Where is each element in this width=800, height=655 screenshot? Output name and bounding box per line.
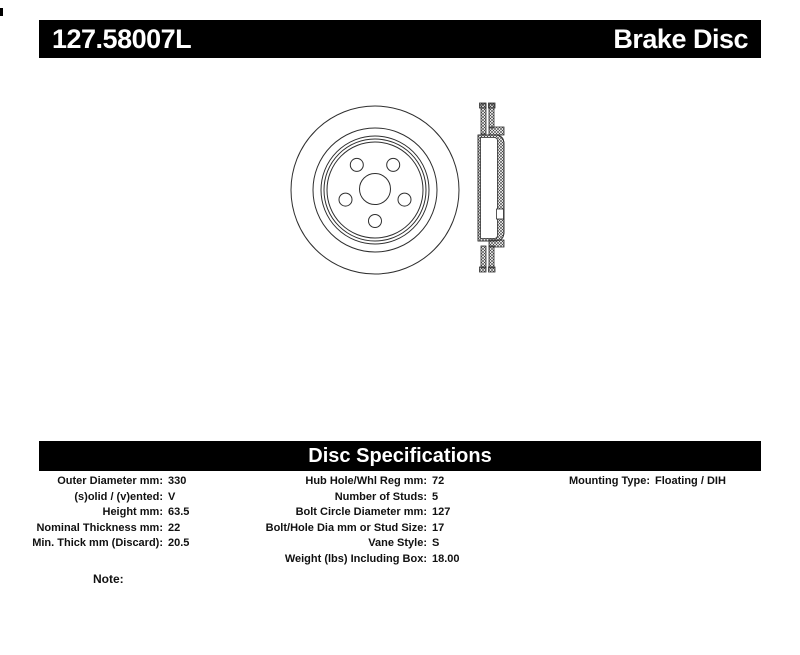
hub-stem-cap bbox=[480, 267, 487, 272]
hub-stem-foot bbox=[489, 127, 504, 135]
spec-row bbox=[30, 474, 189, 490]
spec-value: 63.5 bbox=[168, 506, 190, 519]
hub-stem bbox=[481, 246, 486, 268]
spec-value: 22 bbox=[168, 521, 181, 534]
scan-artifact bbox=[0, 8, 3, 16]
spec-label: Number of Studs: bbox=[334, 490, 427, 503]
spec-value: 20.5 bbox=[168, 537, 190, 550]
spec-label: Outer Diameter mm: bbox=[57, 475, 163, 487]
spec-column-left bbox=[30, 474, 189, 552]
spec-row bbox=[505, 474, 726, 490]
spec-row bbox=[255, 474, 460, 490]
stud-hole bbox=[350, 158, 363, 171]
spec-label: Height mm: bbox=[102, 506, 163, 519]
spec-section-title: Disc Specifications bbox=[308, 444, 492, 467]
spec-label: Hub Hole/Whl Reg mm: bbox=[305, 475, 427, 487]
hub-stem-cap bbox=[489, 267, 496, 272]
disc-hat-circle-mid bbox=[324, 139, 426, 241]
spec-section-header bbox=[39, 441, 761, 471]
header-bar bbox=[39, 20, 761, 58]
product-title: Brake Disc bbox=[613, 23, 748, 54]
spec-label: Vane Style: bbox=[368, 537, 427, 550]
spec-value: 18.00 bbox=[432, 552, 460, 565]
disc-braking-surface-inner-edge bbox=[313, 128, 437, 252]
spec-value: 5 bbox=[432, 490, 439, 503]
hub-stem bbox=[481, 104, 486, 134]
spec-row bbox=[255, 552, 460, 568]
spec-label: Nominal Thickness mm: bbox=[36, 521, 163, 534]
brake-disc-technical-drawing bbox=[270, 95, 520, 285]
spec-column-middle bbox=[255, 474, 460, 568]
spec-label: Mounting Type: bbox=[568, 475, 650, 487]
stud-hole bbox=[387, 158, 400, 171]
spec-value: 17 bbox=[432, 521, 445, 534]
spec-value: S bbox=[432, 537, 440, 550]
spec-column-right bbox=[505, 474, 726, 490]
spec-row bbox=[255, 490, 460, 506]
stud-hole bbox=[398, 193, 411, 206]
spec-label: Bolt/Hole Dia mm or Stud Size: bbox=[265, 521, 427, 534]
spec-value: V bbox=[168, 490, 176, 503]
spec-label: Weight (lbs) Including Box: bbox=[284, 552, 427, 565]
hub-stem bbox=[489, 104, 494, 128]
stud-hole bbox=[369, 215, 382, 228]
spec-value: 127 bbox=[432, 506, 451, 519]
section-notch bbox=[497, 209, 504, 219]
disc-outer-edge bbox=[291, 106, 459, 274]
spec-label: Min. Thick mm (Discard): bbox=[32, 537, 163, 550]
spec-value: 72 bbox=[432, 475, 445, 487]
note-label: Note: bbox=[93, 572, 124, 586]
spec-row bbox=[30, 505, 189, 521]
spec-label: (s)olid / (v)ented: bbox=[74, 490, 163, 503]
stud-hole bbox=[339, 193, 352, 206]
disc-hat-circle-inner bbox=[327, 142, 423, 238]
spec-row bbox=[30, 521, 189, 537]
part-number: 127.58007L bbox=[52, 23, 192, 54]
spec-row bbox=[255, 505, 460, 521]
spec-label: Bolt Circle Diameter mm: bbox=[295, 506, 427, 519]
spec-row bbox=[30, 536, 189, 552]
hub-stem bbox=[489, 246, 494, 268]
disc-front-view bbox=[291, 106, 459, 274]
spec-value: Floating / DIH bbox=[655, 475, 726, 487]
spec-row bbox=[255, 536, 460, 552]
spec-row bbox=[255, 521, 460, 537]
spec-row bbox=[30, 490, 189, 506]
hub-center-hole bbox=[360, 174, 391, 205]
disc-side-section-view bbox=[478, 103, 504, 272]
spec-value: 330 bbox=[168, 475, 187, 487]
